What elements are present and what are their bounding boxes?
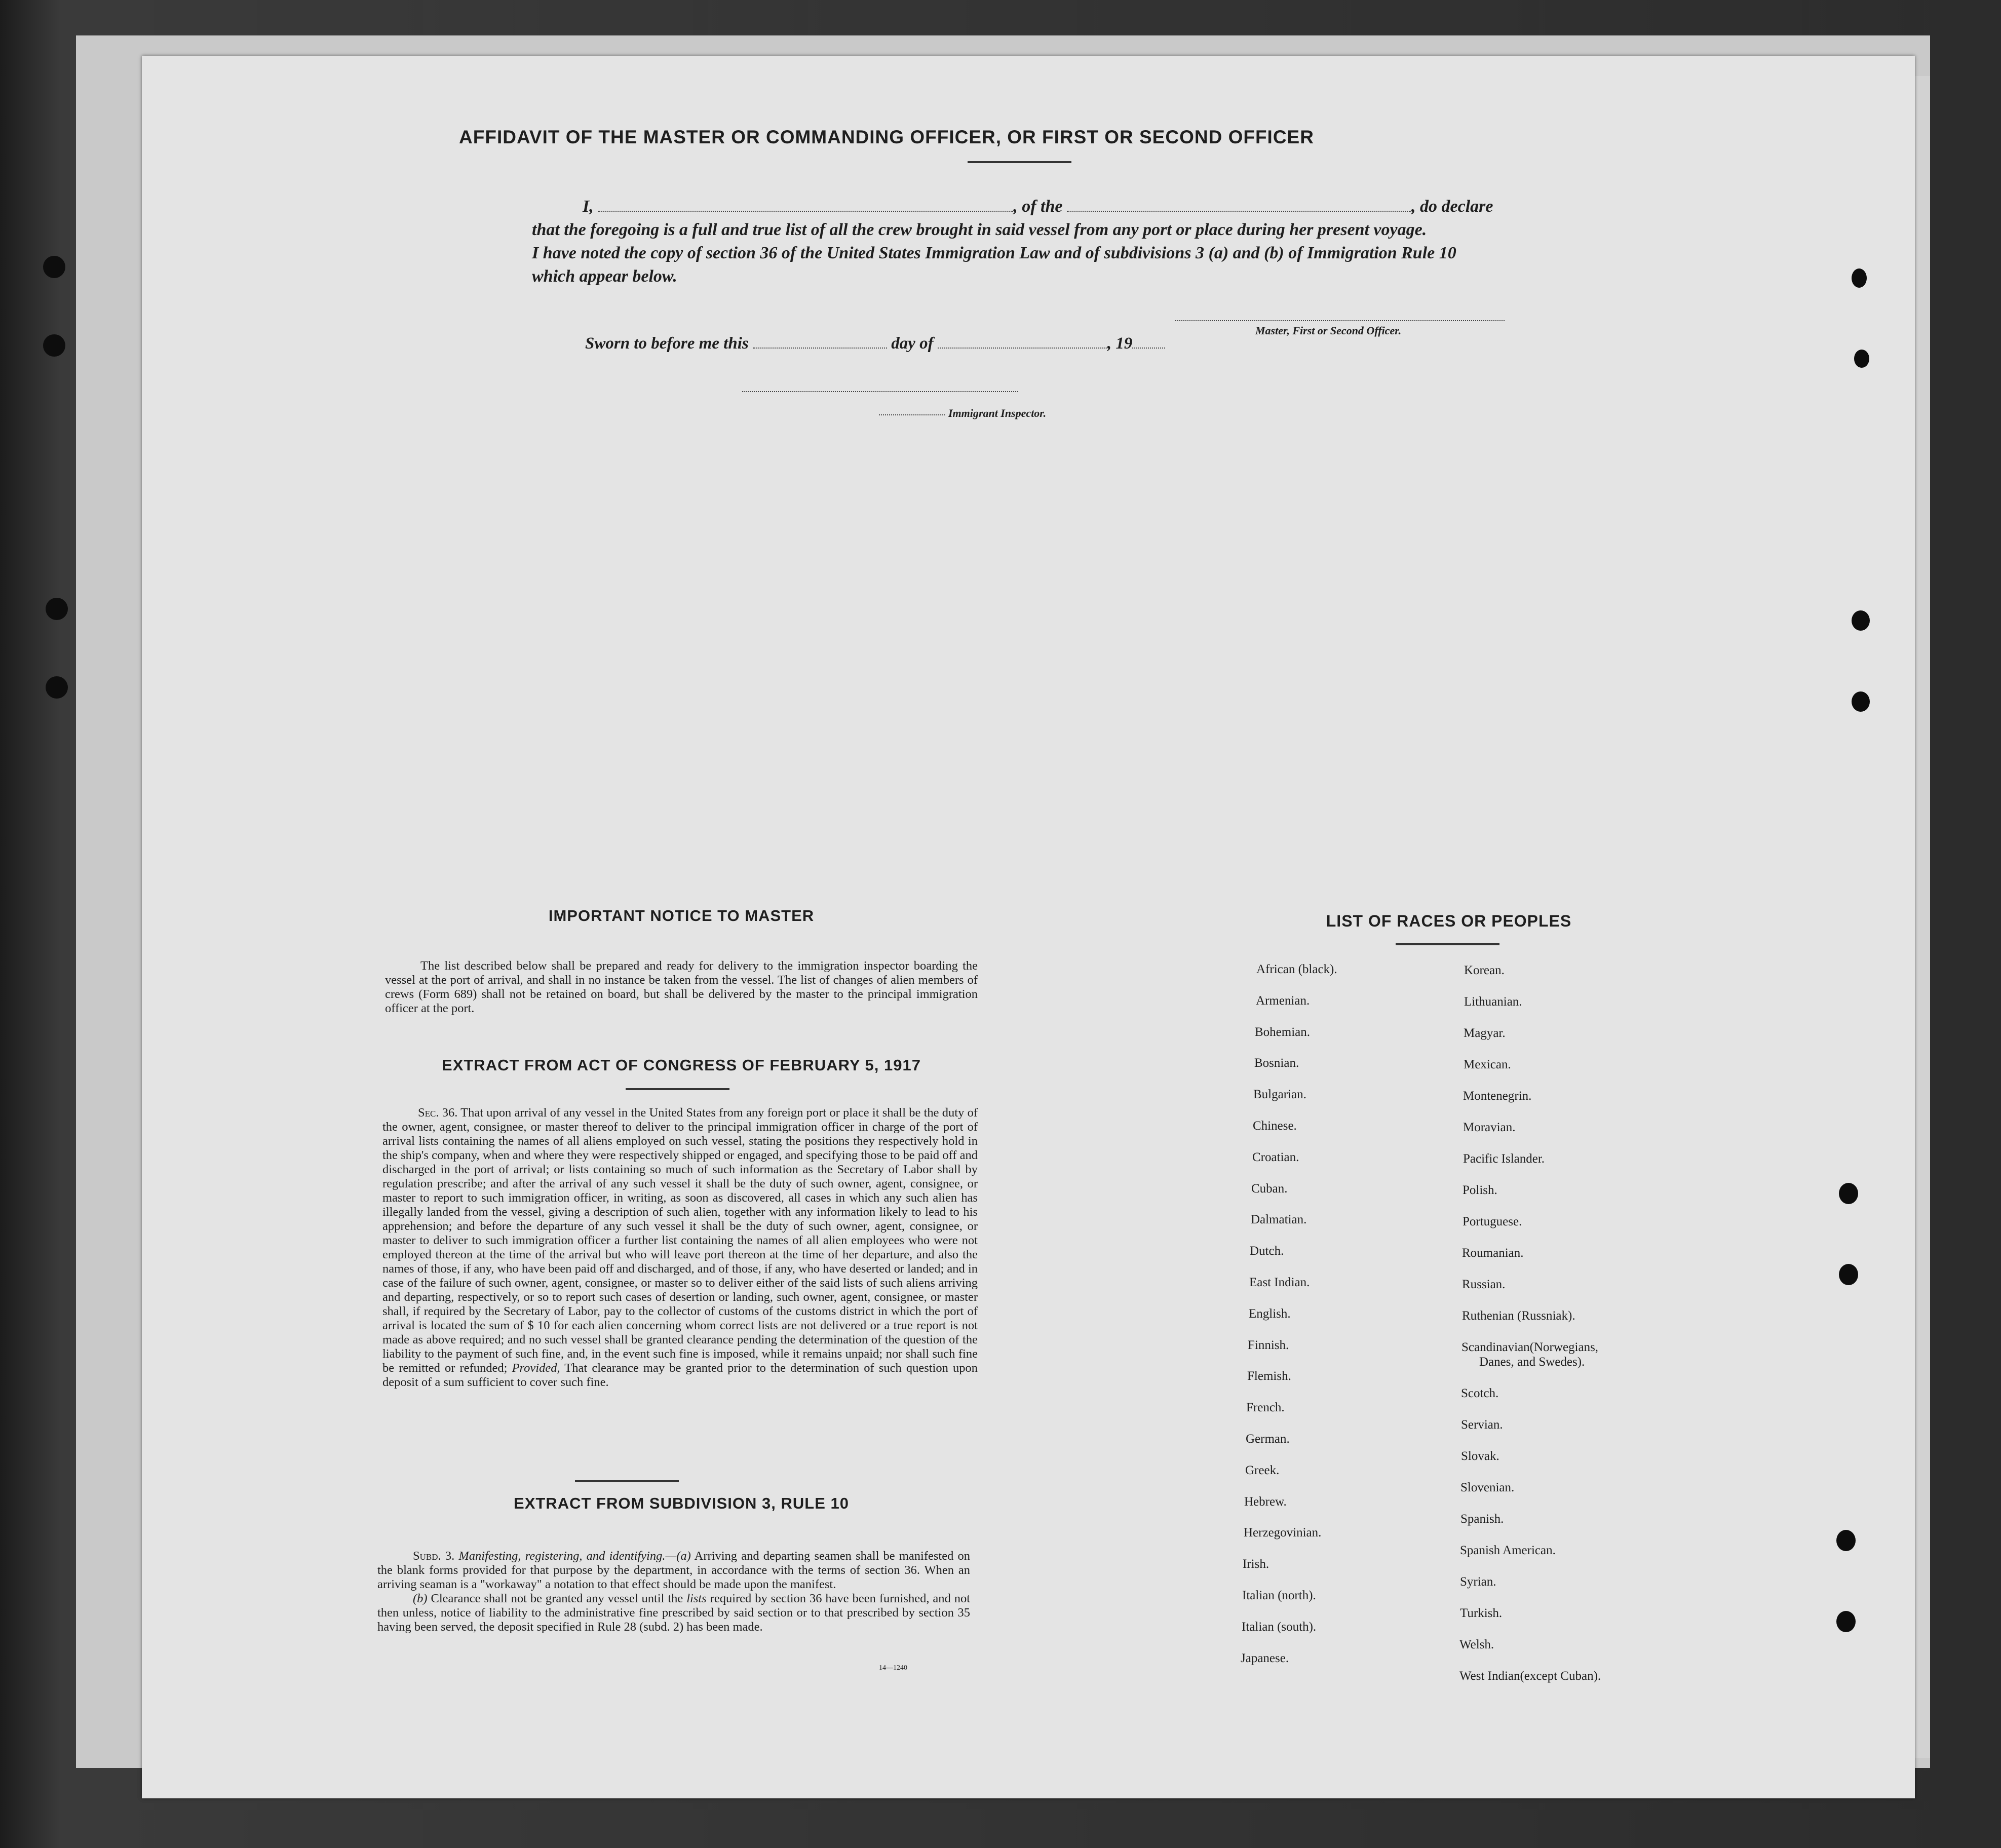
rule-rule [575,1480,679,1482]
race-item: German. [1246,1432,1290,1446]
race-item: Spanish American. [1460,1544,1556,1557]
race-item: Flemish. [1247,1369,1291,1383]
rule-part-a: Arriving and departing seamen shall be manifested on the blank forms provided for that purpose by the department, in accordance with the terms of section 36. When an arriving seaman is a "workaway" a notation to that effect should be made upon the manifest. [377,1549,971,1591]
race-item: Magyar. [1464,1026,1506,1040]
punch-hole [46,598,68,620]
race-item: French. [1246,1401,1285,1415]
affidavit-title: AFFIDAVIT OF THE MASTER OR COMMANDING OFFICER, OR FIRST OR SECOND OFFICER [459,127,1314,147]
race-item: Finnish. [1248,1338,1289,1352]
race-item: Ruthenian (Russniak). [1462,1309,1575,1323]
race-item: Armenian. [1256,993,1310,1008]
race-item: Russian. [1462,1278,1506,1291]
punch-hole [43,334,65,357]
race-item: Scandinavian(Norwegians, [1461,1340,1599,1354]
declare-text: , do declare [1411,197,1493,216]
act-section-label: Sec. 36. [418,1106,458,1120]
race-item: Slovak. [1461,1449,1499,1463]
race-item: Italian (south). [1242,1620,1317,1634]
race-item: Portuguese. [1463,1215,1522,1228]
race-item: Italian (north). [1242,1589,1316,1602]
race-item: Welsh. [1459,1638,1494,1651]
race-item: Croatian. [1252,1150,1299,1164]
race-item: Cuban. [1251,1181,1288,1196]
race-item: Dutch. [1250,1244,1284,1258]
act-section-body: That upon arrival of any vessel in the United States from any foreign port or place it shall be the duty of the owner, agent, consignee, or master thereof to deliver to the principal immigration officer in charge of the port of arrival lists containing the names of all aliens employed on such vessel, stating the positions they respectively hold in the ship's company, when and where they were respectively shipped or engaged, and specifying those to be paid off and discharged in the port of arrival; or lists containing so much of such information as the Secretary of Labor shall by regulation prescribe; and after the arrival of any such vessel it shall be the duty of such owner, agent, consignee, or master to report to such immigration officer, in writing, as soon as discovered, all cases in which any such alien has illegally landed from the vessel, giving a description of such alien, together with any information likely to lead to his apprehension; and before the departure of any such vessel it shall be the duty of such owner, agent, consignee, or master to deliver to such immigration officer a further list containing the names of all alien employees who were not employed thereon at the time of the arrival but who will leave port thereon at the time of her departure, and also the names of those, if any, who have been paid off and discharged, and of those, if any, who have deserted or landed; and in case of the failure of such owner, agent, consignee, or master so to deliver either of the said lists of such aliens arriving and departing, respectively, or so to report such cases of desertion or landing, such owner, agent, consignee, or master shall, if required by the Secretary of Labor, pay to the collector of customs of the customs district in which the port of arrival is located the sum of $ 10 for each alien concerning whom correct lists are not delivered or a true report is not made as above required; and no such vessel shall be granted clearance pending the determination of the question of the liability to the payment of such fine, and, in the event such fine is imposed, while it remains unpaid; nor shall such fine be remitted or refunded; [382,1106,978,1375]
race-item: Irish. [1243,1557,1269,1571]
race-item: Slovenian. [1460,1481,1515,1494]
rule-part-b-label: (b) [413,1592,428,1605]
race-item: Lithuanian. [1464,995,1522,1009]
master-signature-field[interactable] [1175,320,1505,321]
races-title: LIST OF RACES OR PEOPLES [1326,912,1572,930]
vessel-prefix: , of the [1013,197,1063,216]
punch-hole [1852,268,1867,288]
punch-hole [43,256,65,278]
race-item: Korean. [1464,964,1505,977]
act-proviso-word: Provided, [512,1361,560,1375]
title-rule [968,161,1071,163]
notice-title: IMPORTANT NOTICE TO MASTER [548,907,815,925]
affidavit-line-1 [532,195,1505,218]
sworn-prefix: Sworn to before me this [585,334,749,353]
notice-text: The list described below shall be prepared and ready for delivery to the immigration inspector boarding the vessel at the port of arrival, and shall in no instance be taken from the vessel. The list of changes of alien members of crews (Form 689) shall not be retained on board, but shall be delivered by the master to the principal immigration officer at the port. [385,959,978,1015]
race-item: Syrian. [1460,1575,1496,1589]
race-item: Roumanian. [1462,1246,1524,1260]
sworn-line [585,334,1165,353]
rule-part-b-1: Clearance shall not be granted any vessel until the [431,1592,683,1605]
sworn-year-prefix: , 19 [1107,334,1133,353]
punch-hole [1852,610,1870,631]
race-item: Scotch. [1461,1387,1499,1400]
punch-hole [46,676,68,699]
declarant-name-field[interactable] [598,211,1013,212]
rule-subd-label: Subd. 3. [413,1549,455,1563]
sworn-month-field[interactable] [938,348,1107,349]
race-item: Bulgarian. [1253,1088,1306,1102]
race-item: Polish. [1463,1183,1497,1197]
inspector-signature-leader [879,414,945,415]
manifest-page [142,56,1915,1798]
races-rule [1396,943,1499,945]
punch-hole [1836,1611,1856,1632]
act-text [382,1106,978,1390]
sworn-day-field[interactable] [753,348,887,349]
race-item: English. [1249,1306,1291,1321]
rule-text [377,1549,970,1634]
punch-hole [1852,691,1870,712]
form-number: 14—1240 [879,1664,907,1672]
race-item: East Indian. [1249,1276,1310,1289]
affidavit-line-3: I have noted the copy of section 36 of the United States Immigration Law and of subdivisions 3 (a) and (b) of Immigration Rule 10 [532,244,1456,262]
sworn-day-of: day of [891,334,934,353]
race-item: Greek. [1245,1463,1280,1477]
act-proviso-text: That clearance may be granted prior to the determination of such question upon deposit of a sum sufficient to cover such fine. [382,1361,978,1389]
punch-hole [1839,1183,1858,1204]
punch-hole [1839,1264,1858,1285]
punch-hole [1836,1530,1856,1551]
declarant-prefix: I, [583,197,594,216]
race-item: Servian. [1461,1418,1503,1432]
race-item: Moravian. [1463,1121,1516,1134]
race-item: African (black). [1256,962,1337,976]
race-item: Bosnian. [1254,1056,1299,1070]
act-title: EXTRACT FROM ACT OF CONGRESS OF FEBRUARY 5, 1917 [442,1056,921,1074]
punch-hole [1854,350,1869,368]
inspector-signature-field[interactable] [742,391,1018,392]
affidavit-body [532,195,1505,288]
race-item: Dalmatian. [1251,1213,1307,1227]
vessel-name-field[interactable] [1067,211,1411,212]
race-item: Mexican. [1464,1058,1511,1071]
inspector-signature-label: Immigrant Inspector. [948,407,1047,419]
race-item: Danes, and Swedes). [1479,1355,1585,1369]
race-item: West Indian(except Cuban). [1459,1669,1601,1683]
act-rule [626,1088,729,1090]
race-item: Herzegovinian. [1244,1526,1322,1540]
race-item: Chinese. [1253,1119,1297,1133]
rule-title: EXTRACT FROM SUBDIVISION 3, RULE 10 [514,1494,849,1512]
race-item: Spanish. [1460,1512,1504,1526]
rule-part-b-lists: lists [686,1592,707,1605]
race-item: Turkish. [1460,1606,1503,1620]
race-item: Bohemian. [1255,1025,1311,1039]
affidavit-line-4: which appear below. [532,267,677,286]
rule-part-b-2: required by section 36 have been furnished, and not then unless, notice of liability to the administrative fine prescribed by said section or to that prescribed by section 35 having been served, the deposit specified in Rule 28 (subd. 2) has been made. [377,1592,971,1634]
race-item: Hebrew. [1244,1494,1287,1509]
race-item: Pacific Islander. [1463,1152,1545,1166]
sworn-year-field[interactable] [1132,348,1165,349]
race-item: Montenegrin. [1463,1089,1532,1103]
race-item: Japanese. [1241,1651,1289,1665]
rule-subd-heading: Manifesting, registering, and identifying.—(a) [458,1549,691,1563]
affidavit-line-2: that the foregoing is a full and true list of all the crew brought in said vessel from any port or place during her present voyage. [532,220,1427,239]
master-signature-label: Master, First or Second Officer. [1255,324,1402,337]
